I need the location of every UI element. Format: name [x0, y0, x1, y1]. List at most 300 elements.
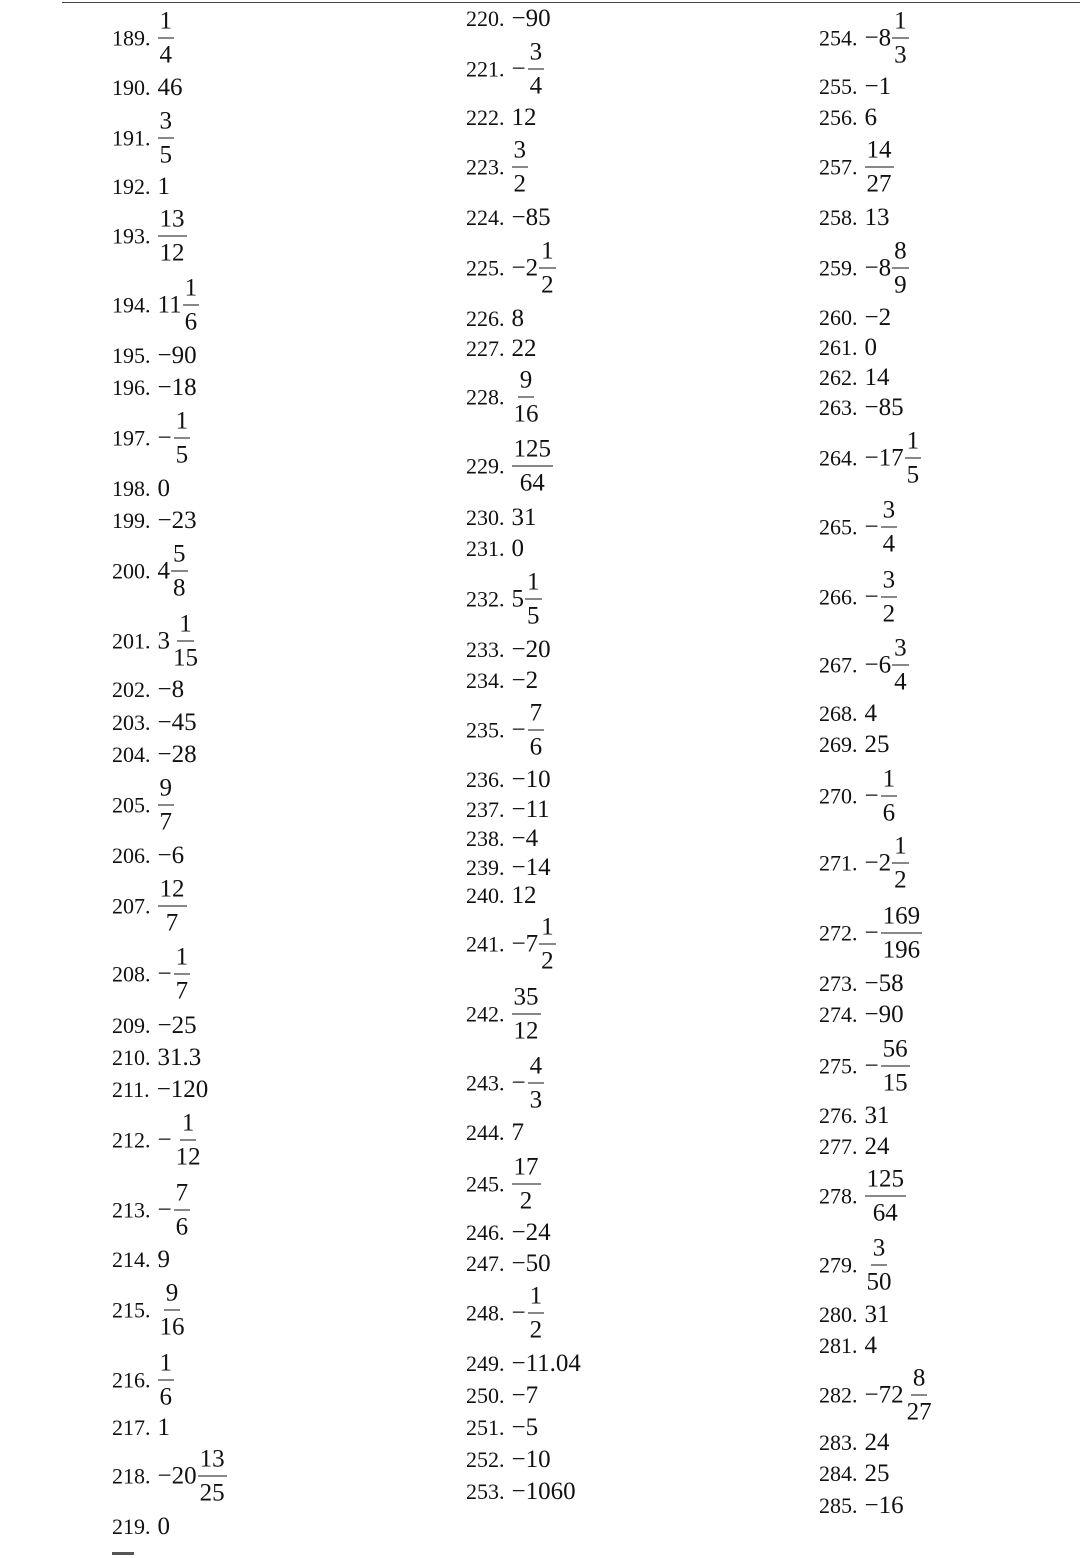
answer-value: [865, 1001, 904, 1029]
answer-value: [512, 1219, 551, 1247]
fraction-denominator: 12: [159, 239, 185, 267]
answer-value: [158, 709, 197, 737]
answer-number: 199.: [112, 508, 151, 533]
answer-item: [112, 374, 197, 402]
answer-item: [112, 1347, 174, 1414]
answer-value: [865, 73, 892, 101]
answer-item: [819, 1001, 904, 1029]
answer-item: [819, 1362, 934, 1429]
answer-number: 263.: [819, 395, 858, 420]
answer-item: [112, 507, 197, 535]
fraction-denominator: 7: [175, 977, 189, 1005]
answer-value: [158, 74, 183, 102]
fraction-numerator: 9: [164, 1277, 181, 1311]
answer-whole: −17: [864, 444, 904, 471]
answer-sign: −: [864, 1052, 879, 1079]
answer-value: [512, 1151, 541, 1218]
fraction-denominator: 6: [529, 733, 543, 761]
answer-sign: −: [157, 960, 172, 987]
answer-value: [158, 272, 200, 339]
answer-value: [158, 1513, 171, 1541]
answer-number: 232.: [466, 586, 505, 611]
answer-value: [158, 608, 201, 675]
answer-number: 268.: [819, 701, 858, 726]
answer-value: [158, 1177, 191, 1244]
answer-text: −45: [157, 709, 197, 736]
fraction-numerator: 1: [905, 425, 922, 459]
answer-number: 248.: [466, 1300, 505, 1325]
fraction-denominator: 64: [519, 469, 545, 497]
answer-text: −1060: [511, 1478, 576, 1505]
answer-number: 284.: [819, 1461, 858, 1486]
answer-number: 253.: [466, 1479, 505, 1504]
answer-item: [112, 105, 174, 172]
answer-number: 195.: [112, 343, 151, 368]
answer-item: [466, 667, 538, 695]
fraction: [158, 203, 187, 270]
answer-number: 244.: [466, 1120, 505, 1145]
answer-number: 226.: [466, 306, 505, 331]
fraction-denominator: 64: [872, 1199, 898, 1227]
answer-text: 0: [864, 334, 877, 361]
fraction: [892, 632, 909, 699]
answer-value: [158, 538, 188, 605]
answer-text: −28: [157, 741, 197, 768]
answer-item: [819, 73, 891, 101]
answer-value: [865, 1033, 910, 1100]
fraction: [174, 941, 191, 1008]
fraction: [512, 364, 541, 431]
answer-value: [512, 697, 545, 764]
fraction-numerator: 3: [892, 632, 909, 666]
fraction-denominator: 4: [529, 72, 543, 100]
fraction-numerator: 1: [180, 1107, 197, 1141]
answer-number: 209.: [112, 1013, 151, 1038]
answer-number: 247.: [466, 1251, 505, 1276]
answer-text: −10: [511, 1446, 551, 1473]
answer-number: 217.: [112, 1415, 151, 1440]
fraction: [892, 235, 909, 302]
answer-number: 227.: [466, 336, 505, 361]
answer-value: [512, 305, 525, 333]
fraction: [865, 1163, 907, 1230]
answer-item: [466, 697, 544, 764]
answer-value: [865, 830, 909, 897]
answer-value: [512, 36, 545, 103]
answer-value: [512, 1050, 545, 1117]
answer-item: [819, 204, 890, 232]
fraction-numerator: 1: [892, 830, 909, 864]
answer-value: [865, 1232, 894, 1299]
answer-value: [512, 796, 550, 824]
answer-item: [466, 134, 528, 201]
answer-item: [466, 1050, 544, 1117]
fraction: [158, 772, 175, 839]
answer-item: [466, 5, 551, 33]
answer-value: [158, 1277, 187, 1344]
answer-sign: −: [511, 716, 526, 743]
answer-whole: −7: [511, 930, 539, 957]
answer-value: [512, 364, 541, 431]
answer-number: 233.: [466, 637, 505, 662]
answer-value: [158, 342, 197, 370]
answer-item: [466, 1119, 524, 1147]
fraction-denominator: 5: [906, 461, 920, 489]
answer-item: [466, 1446, 551, 1474]
answer-item: [466, 854, 551, 882]
answer-value: [865, 700, 878, 728]
fraction-denominator: 2: [513, 170, 526, 198]
answer-item: [819, 1429, 890, 1457]
fraction: [525, 566, 542, 633]
fraction-numerator: 1: [539, 235, 556, 269]
answer-value: [158, 507, 197, 535]
fraction-denominator: 6: [184, 308, 198, 336]
fraction: [512, 981, 541, 1048]
fraction-denominator: 7: [165, 909, 179, 937]
answer-number: 202.: [112, 677, 151, 702]
fraction-numerator: 1: [881, 763, 898, 797]
answer-item: [112, 941, 190, 1008]
answer-number: 224.: [466, 205, 505, 230]
answer-number: 265.: [819, 514, 858, 539]
answer-item: [112, 842, 184, 870]
fraction-numerator: 1: [174, 405, 191, 439]
answer-item: [819, 5, 909, 72]
fraction-numerator: 3: [881, 494, 898, 528]
answer-item: [466, 636, 551, 664]
answer-number: 234.: [466, 668, 505, 693]
answer-value: [158, 475, 171, 503]
answer-value: [158, 941, 191, 1008]
answer-text: −20: [511, 636, 551, 663]
answer-value: [865, 1460, 890, 1488]
answer-text: 13: [864, 204, 890, 231]
answer-item: [466, 1414, 538, 1442]
top-rule: [62, 2, 1080, 3]
fraction-denominator: 6: [175, 1213, 189, 1241]
fraction-denominator: 6: [882, 799, 896, 827]
answer-item: [112, 676, 184, 704]
fraction-denominator: 16: [513, 400, 539, 428]
answer-item: [112, 272, 199, 339]
answer-text: −90: [864, 1001, 904, 1028]
answer-item: [112, 1443, 227, 1510]
answer-item: [112, 1012, 197, 1040]
answer-item: [466, 981, 541, 1048]
answer-value: [158, 105, 175, 172]
fraction: [865, 1232, 894, 1299]
answer-number: 236.: [466, 767, 505, 792]
answer-item: [466, 335, 537, 363]
answer-value: [158, 676, 185, 704]
fraction-numerator: 35: [512, 981, 541, 1015]
answer-item: [112, 203, 187, 270]
answer-number: 219.: [112, 1514, 151, 1539]
answer-value: [512, 882, 537, 910]
answer-value: [512, 204, 551, 232]
answer-number: 223.: [466, 154, 505, 179]
fraction-denominator: 50: [866, 1268, 892, 1296]
fraction-numerator: 12: [158, 873, 187, 907]
answer-number: 258.: [819, 205, 858, 230]
fraction-numerator: 9: [518, 364, 535, 398]
answer-number: 201.: [112, 628, 151, 653]
answer-value: [512, 1414, 539, 1442]
answer-text: 31: [864, 1301, 890, 1328]
answer-number: 272.: [819, 920, 858, 945]
answer-value: [158, 1347, 175, 1414]
answer-item: [466, 1219, 551, 1247]
answer-number: 282.: [819, 1382, 858, 1407]
answer-value: [158, 5, 175, 72]
answer-item: [112, 1277, 187, 1344]
answer-number: 279.: [819, 1252, 858, 1277]
answer-number: 213.: [112, 1197, 151, 1222]
answer-item: [819, 1301, 890, 1329]
fraction-denominator: 2: [519, 1187, 533, 1215]
fraction-denominator: 6: [159, 1383, 172, 1411]
answer-item: [112, 873, 187, 940]
answer-value: [865, 1133, 890, 1161]
fraction-numerator: 9: [158, 772, 175, 806]
answer-value: [865, 425, 922, 492]
answer-item: [819, 1163, 906, 1230]
fraction-numerator: 3: [158, 105, 175, 139]
answer-number: 221.: [466, 56, 505, 81]
answer-text: −85: [864, 394, 904, 421]
answer-text: 1: [157, 1414, 170, 1441]
answer-text: 31: [511, 504, 537, 531]
answer-value: [865, 1301, 890, 1329]
answer-sign: −: [511, 1069, 526, 1096]
answer-item: [466, 235, 556, 302]
answer-text: 14: [864, 364, 890, 391]
answer-number: 262.: [819, 365, 858, 390]
answer-text: −7: [511, 1382, 539, 1409]
answer-item: [466, 504, 537, 532]
answer-value: [865, 970, 904, 998]
answer-number: 194.: [112, 292, 151, 317]
answer-number: 214.: [112, 1247, 151, 1272]
answer-whole: 11: [157, 291, 182, 318]
answer-number: 281.: [819, 1333, 858, 1358]
fraction-numerator: 1: [183, 272, 200, 306]
answer-number: 280.: [819, 1302, 858, 1327]
answer-value: [512, 825, 539, 853]
answer-whole: −8: [864, 24, 892, 51]
answer-item: [819, 632, 909, 699]
answer-number: 192.: [112, 174, 151, 199]
answer-item: [819, 1332, 877, 1360]
answer-whole: −2: [864, 849, 892, 876]
answer-value: [157, 1076, 209, 1104]
answer-number: 273.: [819, 971, 858, 996]
answer-number: 283.: [819, 1430, 858, 1455]
answer-sign: −: [511, 1299, 526, 1326]
answer-value: [512, 335, 537, 363]
answer-number: 218.: [112, 1463, 151, 1488]
answer-text: 31: [864, 1102, 890, 1129]
answer-value: [865, 632, 909, 699]
answer-value: [865, 731, 890, 759]
answer-value: [158, 1443, 227, 1510]
answer-text: −23: [157, 507, 197, 534]
answer-text: −16: [864, 1492, 904, 1519]
answer-item: [819, 1033, 910, 1100]
answer-value: [158, 1012, 197, 1040]
answer-text: 6: [864, 104, 877, 131]
answer-item: [112, 405, 190, 472]
fraction: [198, 1443, 227, 1510]
answer-number: 229.: [466, 453, 505, 478]
answer-value: [512, 1280, 545, 1347]
fraction-denominator: 4: [894, 668, 907, 696]
fraction-numerator: 3: [881, 564, 898, 598]
answer-number: 237.: [466, 797, 505, 822]
answer-text: −18: [157, 374, 197, 401]
answer-text: −90: [511, 5, 551, 32]
answer-number: 271.: [819, 850, 858, 875]
answer-number: 197.: [112, 425, 151, 450]
answer-item: [466, 1250, 551, 1278]
answer-item: [819, 425, 921, 492]
answer-item: [819, 763, 897, 830]
answer-number: 204.: [112, 742, 151, 767]
fraction-numerator: 1: [525, 566, 542, 600]
answer-number: 211.: [112, 1077, 150, 1102]
answer-item: [112, 1044, 201, 1072]
answer-value: [865, 1429, 890, 1457]
answer-value: [865, 204, 890, 232]
fraction-numerator: 13: [198, 1443, 227, 1477]
fraction: [174, 1177, 191, 1244]
answer-item: [819, 1492, 904, 1520]
answer-number: 225.: [466, 255, 505, 280]
answer-value: [158, 873, 187, 940]
fraction-numerator: 3: [512, 134, 529, 168]
answer-item: [112, 1107, 203, 1174]
fraction-numerator: 56: [881, 1033, 910, 1067]
answer-value: [158, 842, 185, 870]
answer-value: [865, 134, 894, 201]
answer-number: 212.: [112, 1127, 151, 1152]
fraction-denominator: 4: [159, 41, 172, 69]
answer-item: [466, 1151, 541, 1218]
answer-item: [466, 1478, 576, 1506]
answer-number: 257.: [819, 154, 858, 179]
answer-number: 259.: [819, 255, 858, 280]
answer-text: 24: [864, 1133, 890, 1160]
answer-item: [819, 334, 877, 362]
answer-item: [819, 104, 877, 132]
answer-number: 267.: [819, 652, 858, 677]
fraction: [158, 1347, 175, 1414]
fraction-denominator: 7: [159, 808, 172, 836]
fraction: [892, 5, 909, 72]
answer-sign: −: [157, 1126, 172, 1153]
fraction-denominator: 27: [906, 1398, 932, 1426]
answer-text: −10: [511, 766, 551, 793]
fraction: [865, 134, 894, 201]
answer-value: [512, 1446, 551, 1474]
answer-text: 9: [157, 1246, 170, 1273]
fraction-numerator: 125: [512, 433, 554, 467]
answer-item: [466, 796, 550, 824]
fraction: [528, 697, 545, 764]
fraction: [174, 1107, 203, 1174]
fraction-denominator: 27: [866, 170, 892, 198]
answer-value: [158, 203, 187, 270]
answer-item: [112, 608, 200, 675]
answer-number: 254.: [819, 25, 858, 50]
answer-value: [512, 667, 539, 695]
answer-item: [819, 731, 890, 759]
answer-whole: 5: [511, 585, 524, 612]
fraction-numerator: 17: [512, 1151, 541, 1185]
answer-sign: −: [157, 424, 172, 451]
answer-text: −5: [511, 1414, 539, 1441]
answer-item: [112, 1076, 208, 1104]
answer-item: [466, 305, 524, 333]
answer-text: 4: [864, 700, 877, 727]
answer-number: 260.: [819, 305, 858, 330]
fraction: [539, 911, 556, 978]
answer-text: 12: [511, 882, 537, 909]
answer-text: −90: [157, 342, 197, 369]
fraction-numerator: 125: [865, 1163, 907, 1197]
answer-value: [865, 900, 923, 967]
answer-number: 245.: [466, 1171, 505, 1196]
fraction-numerator: 1: [174, 941, 191, 975]
answer-value: [865, 1492, 904, 1520]
answer-value: [512, 1350, 581, 1378]
fraction-numerator: 13: [158, 203, 187, 237]
answer-number: 205.: [112, 792, 151, 817]
fraction: [158, 873, 187, 940]
answer-text: −2: [864, 304, 892, 331]
answer-value: [512, 504, 537, 532]
answer-item: [112, 709, 197, 737]
fraction-denominator: 5: [527, 602, 540, 630]
answer-value: [865, 1362, 934, 1429]
answer-text: −50: [511, 1250, 551, 1277]
fraction-numerator: 3: [528, 36, 545, 70]
answer-item: [466, 104, 537, 132]
answer-value: [512, 566, 542, 633]
answer-text: −120: [156, 1076, 209, 1103]
answer-number: 216.: [112, 1367, 151, 1392]
answer-item: [819, 830, 909, 897]
fraction-denominator: 2: [882, 600, 896, 628]
answer-value: [512, 981, 541, 1048]
answer-value: [512, 636, 551, 664]
answer-number: 207.: [112, 893, 151, 918]
answer-text: 8: [511, 305, 524, 332]
answer-text: −85: [511, 204, 551, 231]
fraction: [512, 134, 529, 201]
answer-item: [466, 204, 551, 232]
answer-item: [112, 1414, 170, 1442]
answer-text: −4: [511, 825, 539, 852]
fraction-denominator: 25: [199, 1479, 225, 1507]
fraction-numerator: 3: [871, 1232, 888, 1266]
answer-item: [112, 173, 170, 201]
answer-number: 241.: [466, 931, 505, 956]
fraction: [174, 405, 191, 472]
answer-item: [112, 1246, 170, 1274]
answer-value: [158, 374, 197, 402]
